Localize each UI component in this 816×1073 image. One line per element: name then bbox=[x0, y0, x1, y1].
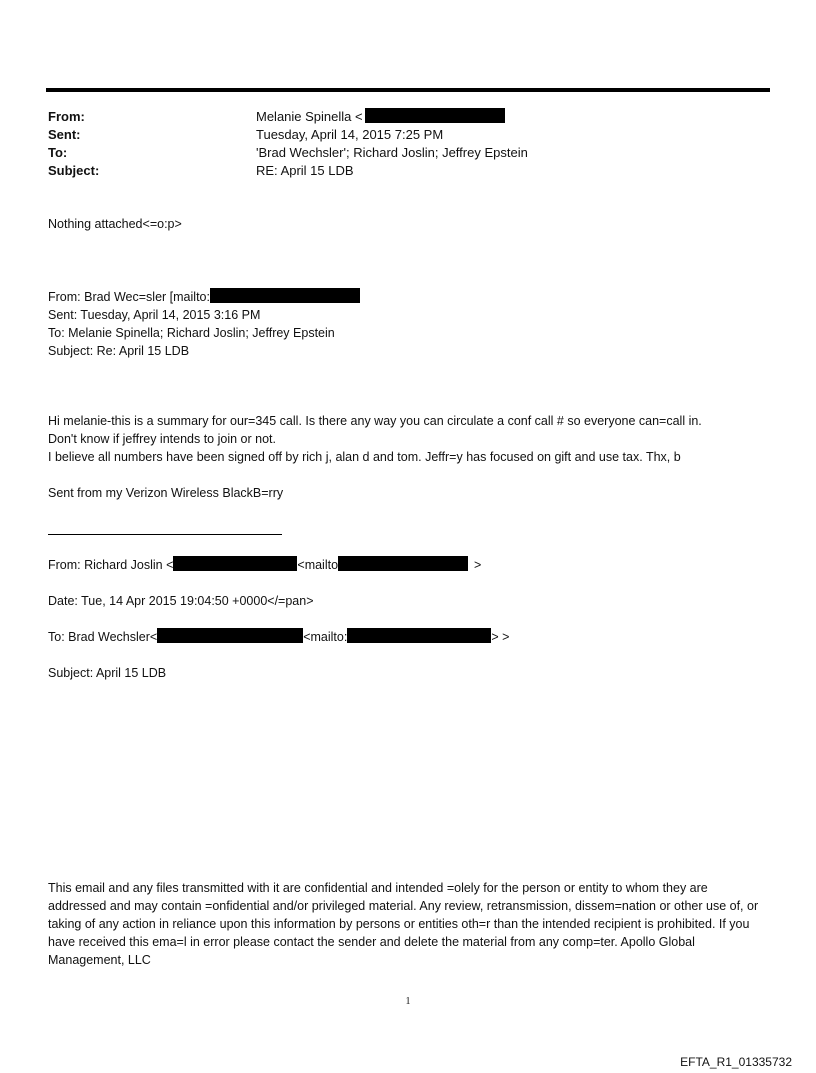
quoted1-subject: Subject: Re: April 15 LDB bbox=[48, 344, 190, 358]
from-row bbox=[48, 108, 528, 126]
subject-row bbox=[48, 162, 528, 180]
subject-value: RE: April 15 LDB bbox=[256, 163, 354, 178]
from-label: From: bbox=[48, 109, 85, 124]
separator-rule bbox=[48, 534, 282, 535]
quoted2-to: To: Brad Wechsler< <mailto: > > bbox=[48, 630, 510, 644]
signature: Sent from my Verizon Wireless BlackB=rry bbox=[48, 486, 284, 500]
quoted2-subject: Subject: April 15 LDB bbox=[48, 666, 167, 680]
quoted2-from: From: Richard Joslin < <mailto > bbox=[48, 558, 482, 572]
quoted1-to: To: Melanie Spinella; Richard Joslin; Jeffrey Epstein bbox=[48, 326, 335, 340]
quoted1-from: From: Brad Wec=sler [mailto: bbox=[48, 288, 360, 306]
message-line: Don't know if jeffrey intends to join or not. bbox=[48, 432, 276, 446]
from-value: Melanie Spinella < bbox=[256, 108, 505, 126]
sent-value: Tuesday, April 14, 2015 7:25 PM bbox=[256, 127, 444, 142]
to-label: To: bbox=[48, 145, 68, 160]
redaction-bar bbox=[210, 288, 360, 303]
reply-text: Nothing attached<=o:p> bbox=[48, 217, 182, 231]
redaction-bar bbox=[173, 556, 297, 571]
document-id: EFTA_R1_01335732 bbox=[680, 1055, 792, 1069]
email-header bbox=[48, 108, 528, 180]
legal-disclaimer: This email and any files transmitted with it are confidential and intended =olely for the person or entity to whom they are addressed and may contain =onfidential and/or privileged material. Any review, retransmission, dissem=nation or other use of, or taking of any action in reliance upon this information by persons or entities oth=r than the intended recipient is prohibited. If you have received this ema=l in error please contact the sender and delete the material from any comp=ter. Apollo Global Management, LLC bbox=[48, 881, 759, 967]
quoted-header-1 bbox=[48, 288, 360, 360]
message-body bbox=[48, 412, 702, 466]
to-row bbox=[48, 144, 528, 162]
message-line: Hi melanie-this is a summary for our=345 call. Is there any way you can circulate a conf call # so everyone can=call in. bbox=[48, 414, 702, 428]
redaction-bar bbox=[157, 628, 303, 643]
page-number: 1 bbox=[405, 996, 411, 1007]
message-line: I believe all numbers have been signed off by rich j, alan d and tom. Jeffr=y has focused on gift and use tax. Thx, b bbox=[48, 450, 681, 464]
sent-row bbox=[48, 126, 528, 144]
redaction-bar bbox=[365, 108, 505, 123]
header-rule bbox=[46, 88, 770, 92]
subject-label: Subject: bbox=[48, 163, 100, 178]
to-value: 'Brad Wechsler'; Richard Joslin; Jeffrey Epstein bbox=[256, 145, 528, 160]
redaction-bar bbox=[338, 556, 468, 571]
sent-label: Sent: bbox=[48, 127, 81, 142]
quoted1-sent: Sent: Tuesday, April 14, 2015 3:16 PM bbox=[48, 308, 261, 322]
quoted2-date: Date: Tue, 14 Apr 2015 19:04:50 +0000</=pan> bbox=[48, 594, 314, 608]
redaction-bar bbox=[347, 628, 491, 643]
